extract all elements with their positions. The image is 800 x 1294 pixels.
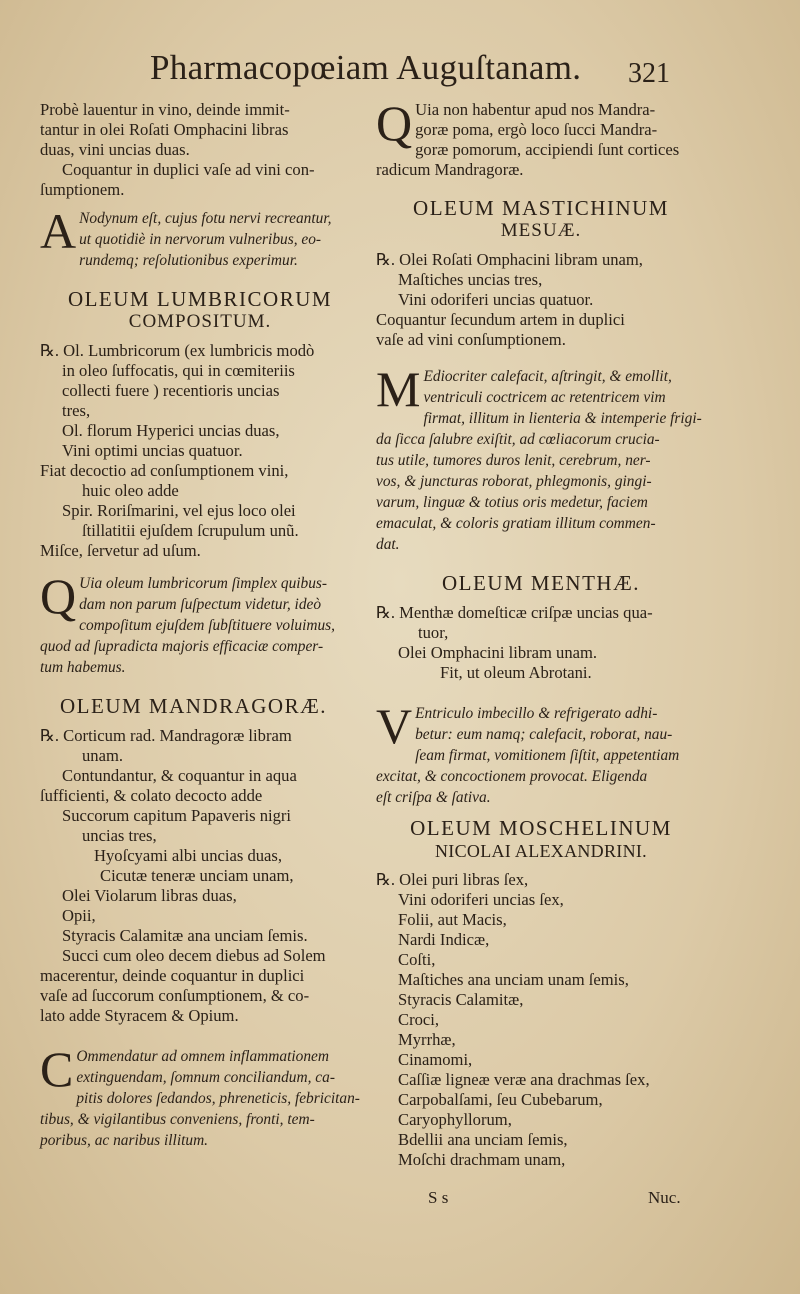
text-line: Styracis Calamitæ,: [398, 990, 524, 1009]
section-subheading: COMPOSITUM.: [128, 311, 272, 332]
drop-cap: Q: [376, 95, 413, 151]
text-line: Caryophyllorum,: [398, 1110, 512, 1129]
page-number: 321: [628, 58, 670, 89]
text-line: radicum Mandragoræ.: [376, 160, 524, 179]
text-line: ℞. Ol. Lumbricorum (ex lumbricis modò: [40, 341, 315, 360]
text-line: Ediocriter calefacit, aſtringit, & emollit,: [423, 368, 672, 385]
text-line: varum, linguæ & totius oris medetur, faciem: [376, 494, 648, 511]
section-subheading: NICOLAI ALEXANDRINI.: [435, 841, 647, 861]
left-column: [40, 100, 360, 1151]
right-column: [376, 95, 706, 1170]
text-line: emaculat, & coloris gratiam illitum commen-: [376, 515, 656, 532]
section-heading: OLEUM MOSCHELINUM: [410, 816, 672, 840]
text-line: Uia non habentur apud nos Mandra-: [415, 100, 656, 119]
text-line: Carpobalſami, ſeu Cubebarum,: [398, 1090, 603, 1109]
section-heading: OLEUM MASTICHINUM: [413, 196, 669, 220]
text-line: goræ poma, ergò loco ſucci Mandra-: [415, 120, 658, 139]
text-line: Coquantur ſecundum artem in duplici: [376, 310, 625, 329]
text-line: tantur in olei Roſati Omphacini libras: [40, 120, 289, 139]
text-line: ℞. Olei Roſati Omphacini libram unam,: [376, 250, 643, 269]
section-heading: OLEUM MENTHÆ.: [442, 571, 640, 595]
text-line: vaſe ad vini conſumptionem.: [376, 330, 566, 349]
text-line: duas, vini uncias duas.: [40, 140, 190, 159]
text-line: tum habemus.: [40, 659, 126, 676]
text-line: Maſtiches ana unciam unam ſemis,: [398, 970, 629, 989]
text-line: ut quotidiè in nervorum vulneribus, eo-: [79, 231, 322, 248]
text-line: Opii,: [62, 906, 96, 925]
signature-mark: S s: [428, 1188, 449, 1207]
text-line: vaſe ad ſuccorum conſumptionem, & co-: [40, 986, 310, 1005]
text-line: Entriculo imbecillo & refrigerato adhi-: [415, 705, 658, 722]
text-line: tres,: [62, 401, 91, 420]
text-line: ℞. Olei puri libras ſex,: [376, 870, 529, 889]
text-line: ℞. Menthæ domeſticæ criſpæ uncias qua-: [376, 603, 653, 622]
text-line: ventriculi coctricem ac retentricem vim: [423, 389, 666, 406]
section-heading: OLEUM LUMBRICORUM: [67, 287, 333, 311]
text-line: betur: eum namq; calefacit, roborat, nau-: [415, 726, 673, 743]
text-line: Uia oleum lumbricorum ſimplex quibus-: [79, 575, 328, 592]
text-line: ſeam firmat, vomitionem ſiſtit, appetentiam: [415, 747, 680, 764]
text-line: Croci,: [398, 1010, 440, 1029]
text-line: lato adde Styracem & Opium.: [40, 1006, 239, 1025]
text-line: compoſitum ejuſdem ſubſtituere voluimus,: [79, 617, 336, 634]
text-line: tus utile, tumores duros lenit, cerebrum, ner-: [376, 452, 651, 469]
text-line: vos, & juncturas roborat, phlegmonis, gingi-: [376, 473, 652, 490]
drop-cap: C: [40, 1041, 74, 1097]
commentary-menthae: [376, 698, 706, 808]
running-title: Pharmacopœiam Auguſtanam.: [150, 48, 582, 87]
text-line: pitis dolores ſedandos, phreneticis, febricitan-: [76, 1090, 360, 1107]
commentary-mastichinum: [376, 361, 706, 555]
text-line: Olei Omphacini libram unam.: [398, 643, 598, 662]
text-line: tuor,: [418, 623, 449, 642]
text-line: Cinamomi,: [398, 1050, 473, 1069]
text-line: eſt criſpa & ſativa.: [376, 789, 491, 806]
text-line: Hyoſcyami albi uncias duas,: [94, 846, 283, 865]
text-line: Maſtiches uncias tres,: [398, 270, 543, 289]
section-heading: OLEUM MANDRAGORÆ.: [60, 694, 328, 718]
text-line: rundemq; reſolutionibus experimur.: [79, 252, 298, 269]
text-line: Ol. florum Hyperici uncias duas,: [62, 421, 280, 440]
drop-cap: A: [40, 203, 77, 259]
text-line: macerentur, deinde coquantur in duplici: [40, 966, 305, 985]
commentary-lumbricorum: [40, 568, 360, 678]
text-line: dam non parum ſuſpectum videtur, ideò: [79, 596, 322, 613]
text-line: unam.: [82, 746, 124, 765]
text-line: Succorum capitum Papaveris nigri: [62, 806, 292, 825]
text-line: Fiat decoctio ad conſumptionem vini,: [40, 461, 289, 480]
text-line: ſtillatitii ejuſdem ſcrupulum unũ.: [82, 521, 299, 540]
drop-cap: V: [376, 698, 413, 754]
text-line: Folii, aut Macis,: [398, 910, 507, 929]
text-line: collecti fuere ) recentioris uncias: [62, 381, 280, 400]
text-line: Bdellii ana unciam ſemis,: [398, 1130, 568, 1149]
catchword: Nuc.: [648, 1188, 681, 1207]
text-line: poribus, ac naribus illitum.: [40, 1132, 209, 1149]
commentary-poma: [376, 95, 706, 180]
text-line: Vini optimi uncias quatuor.: [62, 441, 243, 460]
text-line: Coſti,: [398, 950, 436, 969]
text-line: ſumptionem.: [40, 180, 125, 199]
text-line: huic oleo adde: [82, 481, 179, 500]
text-line: Cicutæ teneræ unciam unam,: [100, 866, 294, 885]
text-line: Vini odoriferi uncias quatuor.: [398, 290, 594, 309]
text-line: ℞. Corticum rad. Mandragoræ libram: [40, 726, 292, 745]
text-line: Olei Violarum libras duas,: [62, 886, 237, 905]
text-line: Nodynum eſt, cujus fotu nervi recreantur,: [79, 210, 332, 227]
text-line: extinguendam, ſomnum conciliandum, ca-: [76, 1069, 335, 1086]
section-subheading: MESUÆ.: [500, 220, 582, 241]
text-line: Spir. Roriſmarini, vel ejus loco olei: [62, 501, 296, 520]
drop-cap: M: [376, 361, 421, 417]
text-line: Caſſiæ ligneæ veræ ana drachmas ſex,: [398, 1070, 650, 1089]
text-line: in oleo ſuffocatis, qui in cœmiteriis: [62, 361, 295, 380]
text-line: uncias tres,: [82, 826, 157, 845]
text-line: Styracis Calamitæ ana unciam ſemis.: [62, 926, 308, 945]
commentary-anodynum: [40, 203, 360, 271]
text-line: Probè lauentur in vino, deinde immit-: [40, 100, 290, 119]
text-line: goræ pomorum, accipiendi ſunt cortices: [415, 140, 680, 159]
text-line: ſufficienti, & colato decocto adde: [40, 786, 263, 805]
text-line: quod ad ſupradicta majoris efficaciæ comper-: [40, 638, 324, 655]
text-line: Contundantur, & coquantur in aqua: [62, 766, 297, 785]
text-line: Vini odoriferi uncias ſex,: [398, 890, 564, 909]
text-line: Succi cum oleo decem diebus ad Solem: [62, 946, 326, 965]
commentary-mandragorae: [40, 1041, 360, 1151]
text-line: Ommendatur ad omnem inflammationem: [76, 1048, 329, 1065]
text-line: Nardi Indicæ,: [398, 930, 490, 949]
text-line: tibus, & vigilantibus conveniens, fronti, tem-: [40, 1111, 315, 1128]
drop-cap: Q: [40, 568, 77, 624]
text-line: dat.: [376, 536, 400, 553]
text-line: da ſicca ſalubre exiſtit, ad cœliacorum crucia-: [376, 431, 660, 448]
text-line: excitat, & concoctionem provocat. Eligenda: [376, 768, 648, 785]
text-line: Coquantur in duplici vaſe ad vini con-: [62, 160, 315, 179]
text-line: firmat, illitum in lienteria & intemperie frigi-: [423, 410, 702, 427]
text-line: Fit, ut oleum Abrotani.: [440, 663, 592, 682]
text-line: Moſchi drachmam unam,: [398, 1150, 566, 1169]
text-line: Myrrhæ,: [398, 1030, 456, 1049]
text-line: Miſce, ſervetur ad uſum.: [40, 541, 201, 560]
